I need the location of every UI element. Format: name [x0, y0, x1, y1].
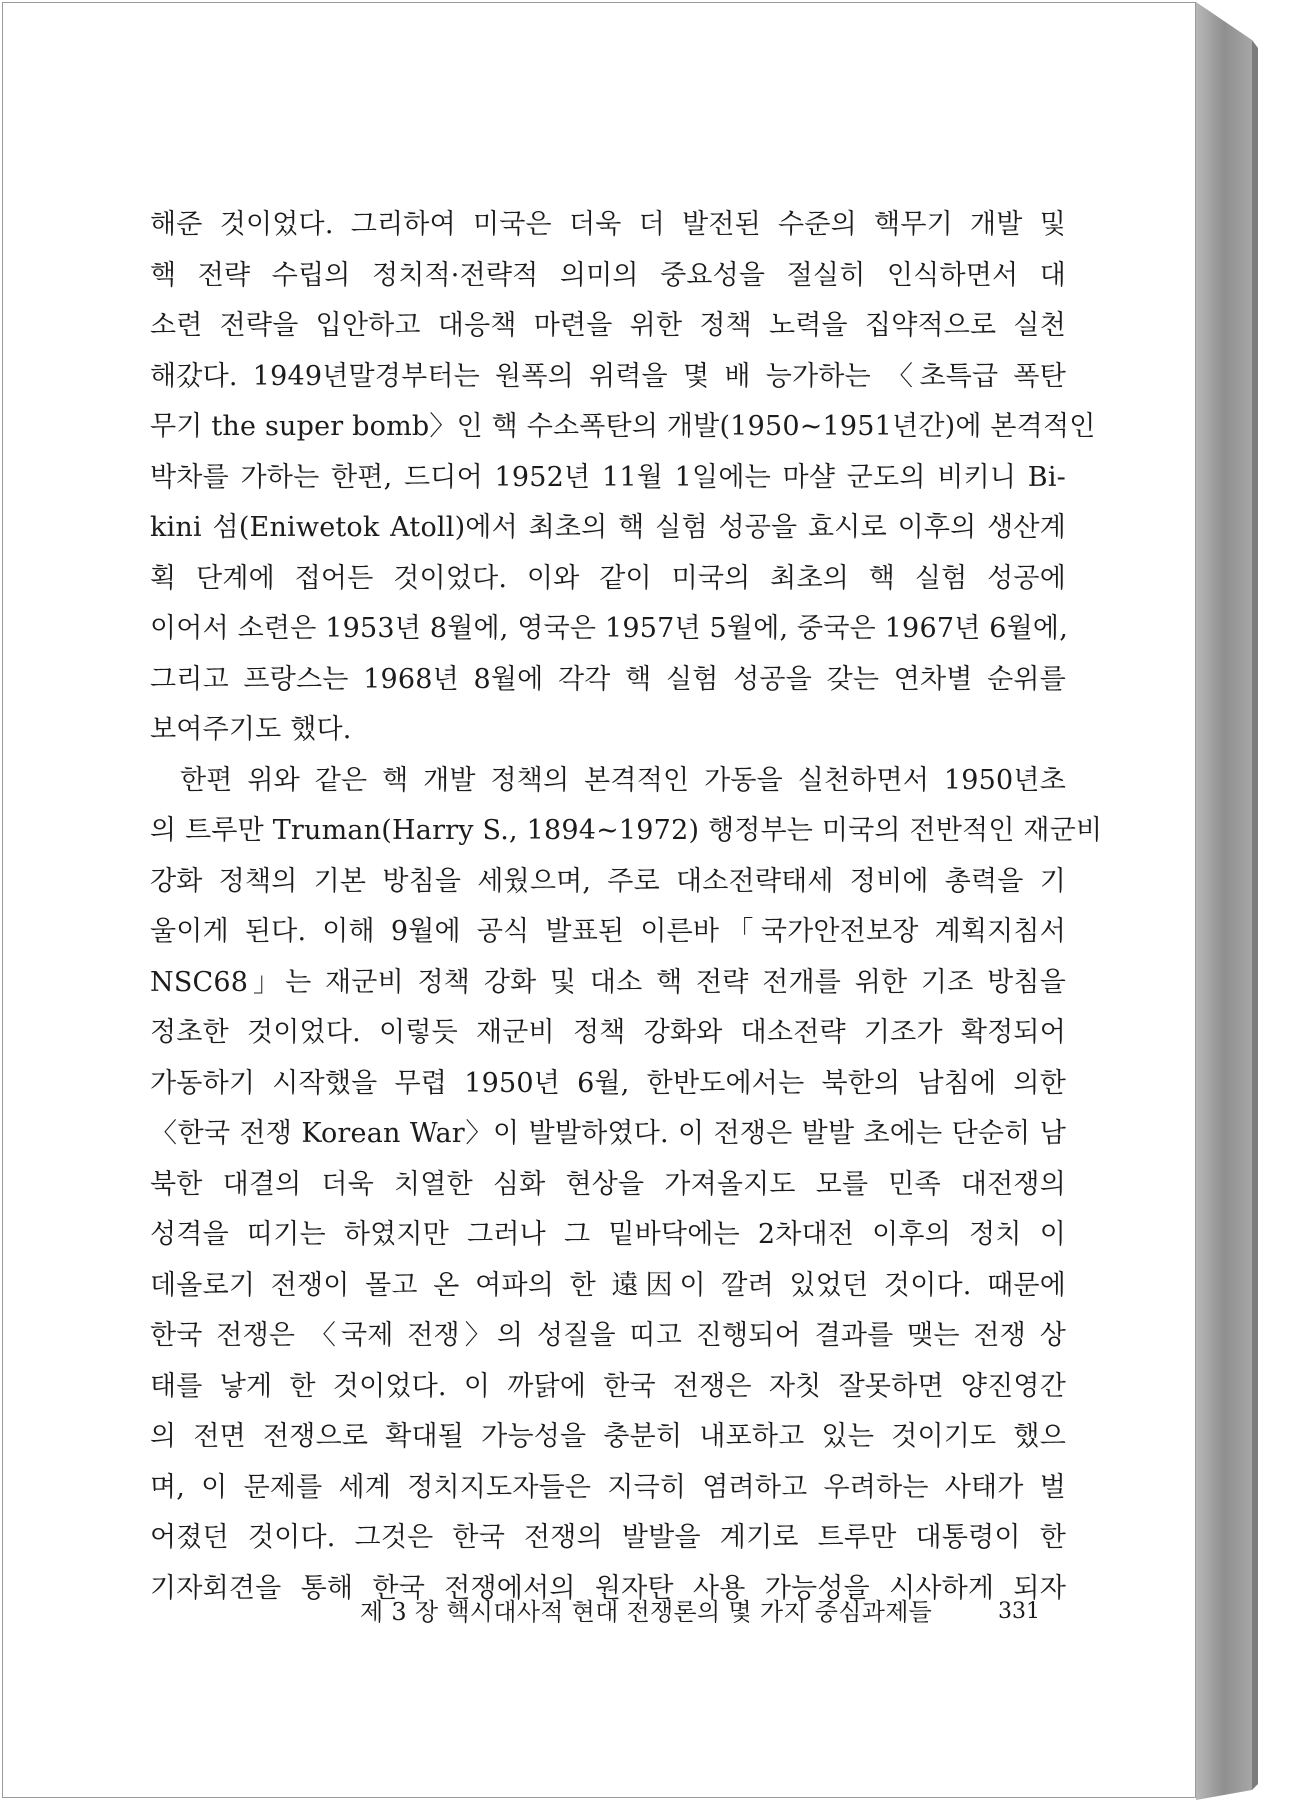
text-line: 태를 낳게 한 것이었다. 이 까닭에 한국 전쟁은 자칫 잘못하면 양진영간: [150, 1370, 1066, 1402]
text-line: 해갔다. 1949년말경부터는 원폭의 위력을 몇 배 능가하는 〈초특급 폭탄: [150, 360, 1066, 392]
text-line: 〈한국 전쟁 Korean War〉이 발발하였다. 이 전쟁은 발발 초에는 단순히 남: [150, 1118, 1066, 1149]
text-line: 기자회견을 통해 한국 전쟁에서의 원자탄 사용 가능성을 시사하게 되자: [150, 1572, 1066, 1604]
text-line: 획 단계에 접어든 것이었다. 이와 같이 미국의 최초의 핵 실험 성공에: [150, 562, 1066, 594]
text-line: kini 섬(Eniwetok Atoll)에서 최초의 핵 실험 성공을 효시로 이후의 생산계: [150, 512, 1066, 543]
text-line: 한편 위와 같은 핵 개발 정책의 본격적인 가동을 실천하면서 1950년초: [180, 764, 1066, 796]
text-line: 한국 전쟁은 〈국제 전쟁〉의 성질을 띠고 진행되어 결과를 맺는 전쟁 상: [150, 1320, 1066, 1351]
text-line: 무기 the super bomb〉인 핵 수소폭탄의 개발(1950~1951년간)에 본격적인: [150, 411, 1096, 442]
running-footer: [360, 1592, 1040, 1632]
body-text: [150, 200, 1103, 1614]
text-line: 어졌던 것이다. 그것은 한국 전쟁의 발발을 계기로 트루만 대통령이 한: [150, 1522, 1066, 1553]
text-line: 해준 것이었다. 그리하여 미국은 더욱 더 발전된 수준의 핵무기 개발 및: [150, 209, 1066, 240]
text-line: 그리고 프랑스는 1968년 8월에 각각 핵 실험 성공을 갖는 연차별 순위를: [150, 663, 1066, 695]
text-line: NSC68」는 재군비 정책 강화 및 대소 핵 전략 전개를 위한 기조 방침을: [150, 966, 1066, 998]
text-line: 핵 전략 수립의 정치적·전략적 의미의 중요성을 절실히 인식하면서 대: [150, 259, 1066, 291]
text-line: 며, 이 문제를 세계 정치지도자들은 지극히 염려하고 우려하는 사태가 벌: [150, 1471, 1066, 1503]
text-line: 가동하기 시작했을 무렵 1950년 6월, 한반도에서는 북한의 남침에 의한: [150, 1067, 1066, 1099]
text-line: 정초한 것이었다. 이렇듯 재군비 정책 강화와 대소전략 기조가 확정되어: [150, 1017, 1066, 1048]
text-line: 이어서 소련은 1953년 8월에, 영국은 1957년 5월에, 중국은 1967년 6월에,: [150, 613, 1068, 644]
text-line: 의 전면 전쟁으로 확대될 가능성을 충분히 내포하고 있는 것이기도 했으: [150, 1421, 1066, 1452]
text-line: 북한 대결의 더욱 치열한 심화 현상을 가져올지도 모를 민족 대전쟁의: [150, 1168, 1066, 1200]
text-line: 데올로기 전쟁이 몰고 온 여파의 한 遠因이 깔려 있었던 것이다. 때문에: [150, 1269, 1066, 1301]
text-line: 의 트루만 Truman(Harry S., 1894~1972) 행정부는 미국의 전반적인 재군비: [150, 815, 1103, 846]
page-edge-thickness: [1196, 2, 1300, 1800]
text-line: 강화 정책의 기본 방침을 세웠으며, 주로 대소전략태세 정비에 총력을 기: [150, 865, 1066, 897]
text-line: 울이게 된다. 이해 9월에 공식 발표된 이른바「국가안전보장 계획지침서: [150, 916, 1066, 947]
text-line: 보여주기도 했다.: [150, 714, 352, 745]
text-line: 소련 전략을 입안하고 대응책 마련을 위한 정책 노력을 집약적으로 실천: [150, 310, 1066, 341]
text-line: 박차를 가하는 한편, 드디어 1952년 11월 1일에는 마샬 군도의 비키니 Bi-: [150, 461, 1066, 493]
page-number: 331: [998, 1599, 1040, 1624]
chapter-title: 제 3 장 핵시대사적 현대 전쟁론의 몇 가지 중심과제들: [360, 1598, 933, 1626]
text-line: 성격을 띠기는 하였지만 그러나 그 밑바닥에는 2차대전 이후의 정치 이: [150, 1219, 1066, 1250]
